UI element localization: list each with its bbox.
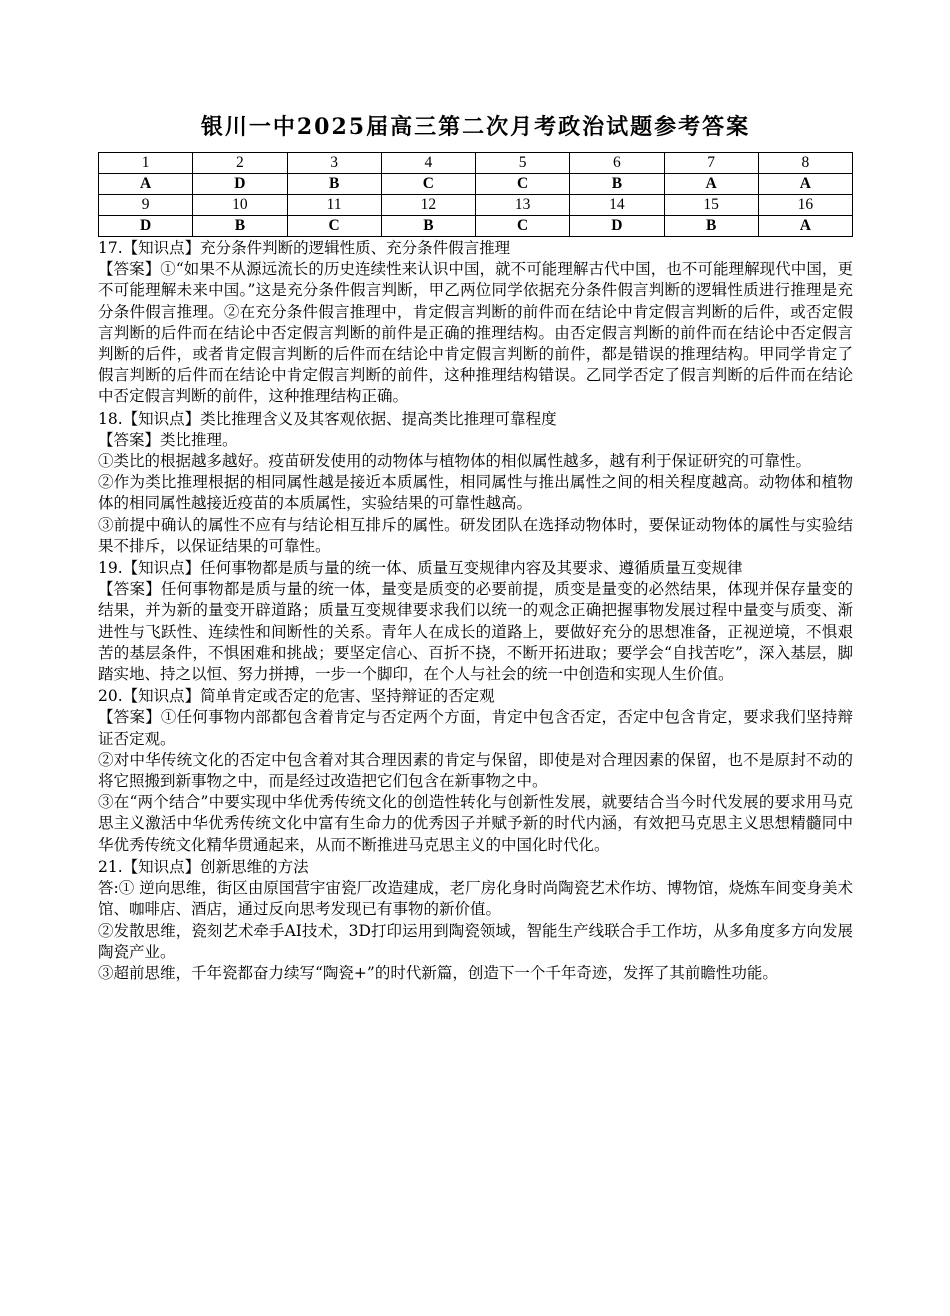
question-heading: 21.【知识点】创新思维的方法 bbox=[98, 857, 309, 876]
question-heading: 18.【知识点】类比推理含义及其客观依据、提高类比推理可靠程度 bbox=[98, 409, 557, 428]
question-number-cell: 9 bbox=[99, 195, 193, 216]
question-number-cell: 6 bbox=[570, 153, 664, 174]
answer-paragraph: 【答案】类比推理。 bbox=[98, 430, 238, 449]
answer-cell: B bbox=[381, 216, 475, 237]
question-heading: 17.【知识点】充分条件判断的逻辑性质、充分条件假言推理 bbox=[98, 239, 511, 257]
answer-cell: D bbox=[570, 216, 664, 237]
question-20 bbox=[98, 686, 853, 856]
question-number-cell: 7 bbox=[664, 153, 758, 174]
answer-paragraph: 【答案】任何事物都是质与量的统一体，量变是质变的必要前提，质变是量变的必然结果，体现并保存量变的结果，并为新的量变开辟道路；质量互变规律要求我们以统一的观念正确把握事物发展过程中量变与质变、渐进性与飞跃性、连续性和间断性的关系。青年人在成长的道路上，要做好充分的思想准备，正视逆境，不惧艰苦的基层条件，不惧困难和挑战；要坚定信心、百折不挠，不断开拓进取；要学会“自找苦吃”，深入基层，脚踏实地、持之以恒、努力拼搏，一步一个脚印，在个人与社会的统一中创造和实现人生价值。 bbox=[98, 580, 853, 684]
answer-cell: B bbox=[193, 216, 287, 237]
page-title: 银川一中2025届高三第二次月考政治试题参考答案 bbox=[200, 114, 751, 140]
question-number-cell: 4 bbox=[381, 153, 475, 174]
answer-cell: B bbox=[287, 174, 381, 195]
question-number-cell: 1 bbox=[99, 153, 193, 174]
answer-cell: D bbox=[99, 216, 193, 237]
answer-cell: C bbox=[476, 174, 570, 195]
question-21 bbox=[98, 857, 853, 984]
answer-table-row-answers bbox=[99, 216, 853, 237]
answer-cell: A bbox=[758, 174, 852, 195]
question-heading: 20.【知识点】简单肯定或否定的危害、坚持辩证的否定观 bbox=[98, 687, 495, 706]
answer-paragraph: ②作为类比推理根据的相同属性越是接近本质属性，相同属性与推出属性之间的相关程度越高。动物体和植物体的相同属性越接近疫苗的本质属性，实验结果的可靠性越高。 bbox=[98, 473, 853, 513]
answer-cell: C bbox=[381, 174, 475, 195]
question-number-cell: 16 bbox=[758, 195, 852, 216]
answer-paragraph: ③在“两个结合”中要实现中华优秀传统文化的创造性转化与创新性发展，就要结合当今时代发展的要求用马克思主义激活中华优秀传统文化中富有生命力的优秀因子并赋予新的时代内涵，有效把马克思主义思想精髓同中华优秀传统文化精华贯通起来，从而不断推进马克思主义的中国化时代化。 bbox=[98, 793, 853, 854]
answer-cell: A bbox=[758, 216, 852, 237]
answer-cell: A bbox=[664, 174, 758, 195]
answer-paragraph: 答:① 逆向思维，街区由原国营宇宙瓷厂改造建成，老厂房化身时尚陶瓷艺术作坊、博物馆，烧炼车间变身美术馆、咖啡店、酒店，通过反向思考发现已有事物的新价值。 bbox=[98, 879, 853, 919]
answer-paragraph: 【答案】①“如果不从源远流长的历史连续性来认识中国，就不可能理解古代中国，也不可能理解现代中国，更不可能理解未来中国。”这是充分条件假言判断，甲乙两位同学依据充分条件假言判断的逻辑性质进行推理是充分条件假言推理。②在充分条件假言推理中，肯定假言判断的前件而在结论中肯定假言判断的后件，或否定假言判断的后件而在结论中否定假言判断的前件是正确的推理结构。由否定假言判断的前件而在结论中否定假言判断的后件，或者肯定假言判断的后件而在结论中肯定假言判断的前件，都是错误的推理结构。甲同学肯定了假言判断的后件而在结论中肯定假言判断的前件，这种推理结构错误。乙同学否定了假言判断的后件而在结论中否定假言判断的前件，这种推理结构正确。 bbox=[98, 260, 853, 406]
question-18 bbox=[98, 409, 853, 557]
question-17 bbox=[98, 238, 853, 408]
question-number-cell: 2 bbox=[193, 153, 287, 174]
answer-cell: C bbox=[476, 216, 570, 237]
answer-cell: A bbox=[99, 174, 193, 195]
answer-paragraph: ②发散思维，瓷刻艺术牵手AI技术，3D打印运用到陶瓷领域，智能生产线联合手工作坊，从多角度多方向发展陶瓷产业。 bbox=[98, 921, 853, 961]
answer-cell: B bbox=[664, 216, 758, 237]
answer-table bbox=[98, 152, 853, 237]
answer-cell: D bbox=[193, 174, 287, 195]
answer-paragraph: ②对中华传统文化的否定中包含着对其合理因素的肯定与保留，即使是对合理因素的保留，也不是原封不动的将它照搬到新事物之中，而是经过改造把它们包含在新事物之中。 bbox=[98, 750, 853, 791]
answer-paragraph: ③超前思维，千年瓷都奋力续写“陶瓷+”的时代新篇，创造下一个千年奇迹，发挥了其前瞻性功能。 bbox=[98, 963, 778, 982]
answer-cell: C bbox=[287, 216, 381, 237]
question-number-cell: 11 bbox=[287, 195, 381, 216]
question-heading: 19.【知识点】任何事物都是质与量的统一体、质量互变规律内容及其要求、遵循质量互变规律 bbox=[98, 559, 743, 578]
answer-paragraph: ①类比的根据越多越好。疫苗研发使用的动物体与植物体的相似属性越多，越有利于保证研究的可靠性。 bbox=[98, 452, 812, 471]
answer-table-row-numbers bbox=[99, 153, 853, 174]
answer-paragraph: ③前提中确认的属性不应有与结论相互排斥的属性。研发团队在选择动物体时，要保证动物体的属性与实验结果不排斥，以保证结果的可靠性。 bbox=[98, 515, 853, 555]
answer-cell: B bbox=[570, 174, 664, 195]
question-number-cell: 13 bbox=[476, 195, 570, 216]
answer-paragraph: 【答案】①任何事物内部都包含着肯定与否定两个方面，肯定中包含否定，否定中包含肯定，要求我们坚持辩证否定观。 bbox=[98, 708, 853, 748]
question-number-cell: 8 bbox=[758, 153, 852, 174]
answer-table-row-answers bbox=[99, 174, 853, 195]
question-number-cell: 15 bbox=[664, 195, 758, 216]
question-number-cell: 5 bbox=[476, 153, 570, 174]
answer-sheet-page bbox=[98, 110, 853, 984]
question-number-cell: 3 bbox=[287, 153, 381, 174]
question-number-cell: 14 bbox=[570, 195, 664, 216]
answer-table-row-numbers bbox=[99, 195, 853, 216]
question-19 bbox=[98, 558, 853, 685]
question-number-cell: 12 bbox=[381, 195, 475, 216]
question-number-cell: 10 bbox=[193, 195, 287, 216]
